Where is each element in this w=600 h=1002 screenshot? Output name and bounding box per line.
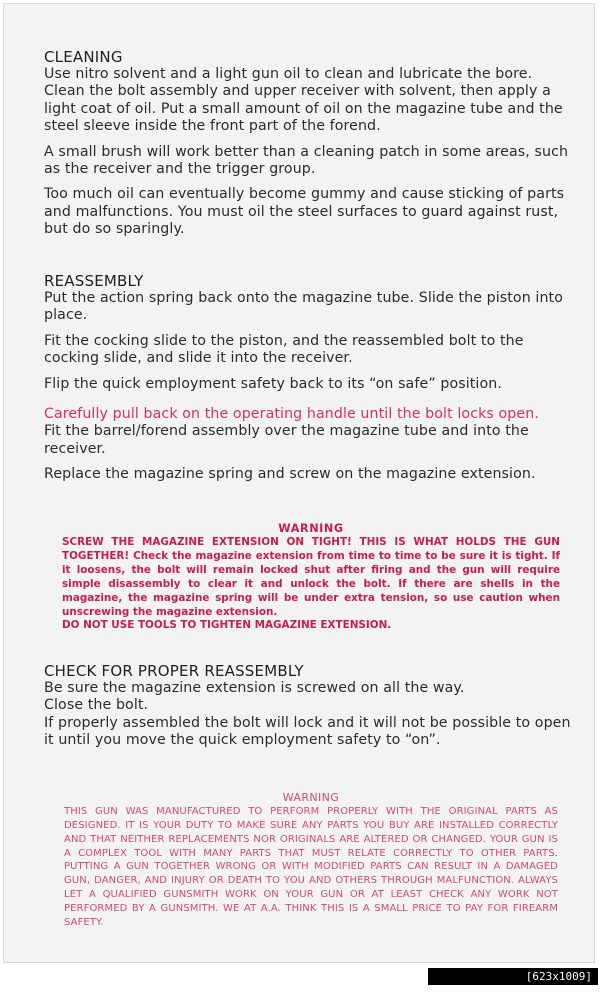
warning-2-title: WARNING (282, 791, 340, 804)
cleaning-paragraph-1: Use nitro solvent and a light gun oil to clean and lubricate the bore. Clean the bolt assembly and upper receiver with solvent, then apply a light coat of oil. Put a small amount of oil on the magazine tube and the steel sleeve inside the front part of the forend. (44, 66, 563, 135)
check-heading: CHECK FOR PROPER REASSEMBLY (44, 662, 304, 680)
cleaning-paragraph-2: A small brush will work better than a cleaning patch in some areas, such as the receiver and the trigger group. (44, 143, 569, 178)
reassembly-heading: REASSEMBLY (44, 272, 144, 290)
reassembly-paragraph-2: Fit the cocking slide to the piston, and the reassembled bolt to the cocking slide, and slide it into the receiver. (44, 332, 524, 367)
reassembly-paragraph-4: Fit the barrel/forend assembly over the magazine tube and into the receiver. (44, 423, 529, 457)
warning-1-body: SCREW THE MAGAZINE EXTENSION ON TIGHT! THIS IS WHAT HOLDS THE GUN TOGETHER! Check the magazine extension from time to time to be sure it is tight. If it loosens, the bolt will remain locked shut after firing and the gun will require simple disassembly to clear it and unlock the bolt. If there are shells in the magazine, the magazine spring will be under extra tension, so use caution when unscrewing the magazine extension. (62, 536, 560, 618)
image-host-footer: [623x1009] https://upic.me/ (428, 968, 598, 985)
warning-1-last-line: DO NOT USE TOOLS TO TIGHTEN MAGAZINE EXTENSION. (62, 619, 392, 632)
reassembly-paragraph-5: Replace the magazine spring and screw on the magazine extension. (44, 466, 536, 483)
cleaning-paragraph-3: Too much oil can eventually become gummy and cause sticking of parts and malfunctions. You must oil the steel surfaces to guard against rust, but do so sparingly. (44, 186, 565, 238)
warning-2-body: THIS GUN WAS MANUFACTURED TO PERFORM PROPERLY WITH THE ORIGINAL PARTS AS DESIGNED. IT IS YOUR DUTY TO MAKE SURE ANY PARTS YOU BUY ARE INSTALLED CORRECTLY AND THAT NEITHER REPLACEMENTS NOR ORIGINALS ARE ALTERED OR CHANGED. YOUR GUN IS A COMPLEX TOOL WITH MANY PARTS THAT MUST RELATE CORRECTLY TO OTHER PARTS. PUTTING A GUN TOGETHER WRONG OR WITH MODIFIED PARTS CAN RESULT IN A DAMAGED GUN, DANGER, AND INJURY OR DEATH TO YOU AND OTHERS THROUGH MALFUNCTION. ALWAYS LET A QUALIFIED GUNSMITH WORK ON YOUR GUN OR AT LEAST CHECK ANY WORK NOT PERFORMED BY A GUNSMITH. WE AT A.A. THINK THIS IS A SMALL PRICE TO PAY FOR FIREARM SAFETY. (64, 806, 558, 928)
warning-box-2 (64, 791, 558, 930)
manual-page (3, 3, 595, 963)
warning-box-1 (62, 522, 560, 633)
reassembly-paragraph-3: Flip the quick employment safety back to its “on safe” position. (44, 375, 502, 392)
cleaning-section (44, 48, 576, 239)
check-paragraph-1: Be sure the magazine extension is screwed on all the way. (44, 680, 465, 696)
cleaning-heading: CLEANING (44, 48, 123, 66)
warning-1-title: WARNING (278, 522, 344, 535)
check-paragraph-2: Close the bolt. (44, 697, 149, 714)
reassembly-highlight-line: Carefully pull back on the operating handle until the bolt locks open. (44, 406, 539, 423)
reassembly-section (44, 272, 576, 484)
check-paragraph-3: If properly assembled the bolt will lock and it will not be possible to open it until you move the quick employment safety to “on”. (44, 714, 571, 749)
check-section (44, 662, 576, 750)
reassembly-paragraph-1: Put the action spring back onto the magazine tube. Slide the piston into place. (44, 290, 563, 324)
